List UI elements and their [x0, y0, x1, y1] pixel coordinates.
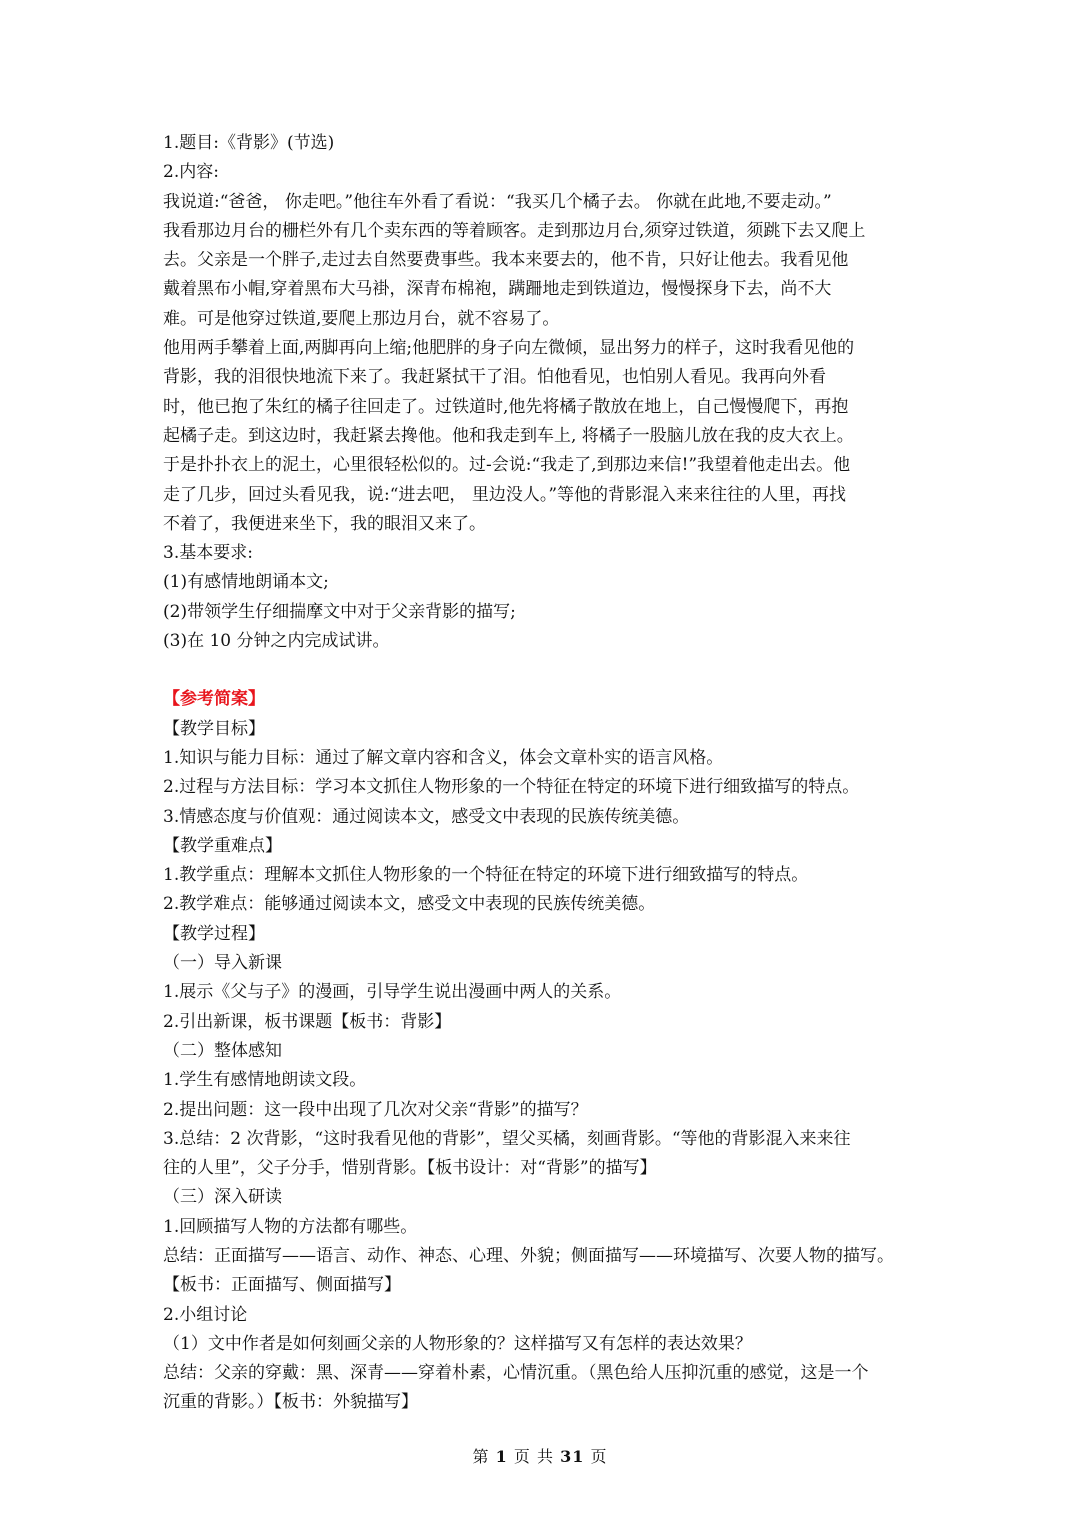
plan-line: 总结：正面描写——语言、动作、神态、心理、外貌；侧面描写——环境描写、次要人物的描写。: [163, 1245, 894, 1266]
plan-line: 沉重的背影。）【板书：外貌描写】: [163, 1392, 418, 1413]
passage-line: 他用两手攀着上面,两脚再向上缩;他肥胖的身子向左微倾，显出努力的样子，这时我看见他的: [163, 338, 855, 359]
section-spacer: [163, 656, 925, 685]
requirement-item: (3)在 10 分钟之内完成试讲。: [163, 631, 390, 652]
requirement-item: (1)有感情地朗诵本文;: [163, 572, 329, 593]
reference-plan-heading: 【参考简案】: [163, 689, 265, 710]
requirement-item: (2)带领学生仔细揣摩文中对于父亲背影的描写;: [163, 601, 516, 622]
plan-line: 【板书：正面描写、侧面描写】: [163, 1275, 401, 1296]
plan-line: 【教学重难点】: [163, 835, 282, 856]
plan-line: 1.知识与能力目标：通过了解文章内容和含义，体会文章朴实的语言风格。: [163, 747, 724, 768]
requirements-label: 3.基本要求:: [163, 543, 253, 564]
plan-line: 1.展示《父与子》的漫画，引导学生说出漫画中两人的关系。: [163, 982, 622, 1003]
plan-line: 1.回顾描写人物的方法都有哪些。: [163, 1216, 418, 1237]
current-page-number: 1: [495, 1447, 508, 1466]
passage-line: 难。可是他穿过铁道,要爬上那边月台，就不容易了。: [163, 308, 560, 329]
plan-line: 总结：父亲的穿戴：黑、深青——穿着朴素，心情沉重。（黑色给人压抑沉重的感觉，这是一个: [163, 1363, 869, 1384]
footer-prefix: 第: [472, 1447, 490, 1466]
passage-line: 于是扑扑衣上的泥土，心里很轻松似的。过-会说:“我走了,到那边来信!”我望着他走出去。他: [163, 455, 851, 476]
passage-line: 时，他已抱了朱红的橘子往回走了。过铁道时,他先将橘子散放在地上，自己慢慢爬下，再抱: [163, 396, 849, 417]
topic-line: 1.题目:《背影》(节选): [163, 133, 335, 153]
passage-line: 我看那边月台的栅栏外有几个卖东西的等着顾客。走到那边月台,须穿过铁道，须跳下去又爬上: [163, 220, 866, 241]
plan-body: [163, 715, 925, 1418]
plan-line: 2.小组讨论: [163, 1304, 248, 1325]
plan-line: （二）整体感知: [163, 1040, 282, 1061]
passage-line: 我说道:“爸爸， 你走吧。”他往车外看了看说：“我买几个橘子去。 你就在此地,不要走动。”: [163, 191, 832, 212]
plan-line: （一）导入新课: [163, 953, 282, 974]
plan-line: 2.过程与方法目标：学习本文抓住人物形象的一个特征在特定的环境下进行细致描写的特点。: [163, 777, 860, 798]
plan-line: 3.总结：2 次背影，“这时我看见他的背影”，望父买橘，刻画背影。“等他的背影混入来来往: [163, 1128, 851, 1149]
plan-line: 1.教学重点：理解本文抓住人物形象的一个特征在特定的环境下进行细致描写的特点。: [163, 865, 809, 886]
plan-line: 往的人里”，父子分手，惜别背影。【板书设计：对“背影”的描写】: [163, 1158, 657, 1179]
footer-middle: 页 共: [513, 1447, 554, 1466]
plan-line: 1.学生有感情地朗读文段。: [163, 1070, 367, 1091]
plan-line: 【教学过程】: [163, 923, 265, 944]
plan-line: （1）文中作者是如何刻画父亲的人物形象的？这样描写又有怎样的表达效果？: [163, 1333, 752, 1354]
passage-line: 戴着黑布小帽,穿着黑布大马褂，深青布棉袍，蹒跚地走到铁道边，慢慢探身下去，尚不大: [163, 279, 832, 300]
passage: [163, 188, 925, 540]
passage-line: 起橘子走。到这边时，我赶紧去搀他。他和我走到车上, 将橘子一股脑儿放在我的皮大衣上。: [163, 425, 854, 446]
footer-suffix: 页: [590, 1447, 608, 1466]
total-pages-number: 31: [560, 1447, 585, 1466]
passage-line: 走了几步，回过头看见我，说:“进去吧， 里边没人。”等他的背影混入来来往往的人里，再找: [163, 484, 847, 505]
plan-line: 【教学目标】: [163, 718, 265, 739]
passage-line: 不着了，我便进来坐下，我的眼泪又来了。: [163, 513, 486, 534]
plan-line: 2.提出问题：这一段中出现了几次对父亲“背影”的描写？: [163, 1099, 588, 1120]
plan-line: （三）深入研读: [163, 1187, 282, 1208]
content-label: 2.内容:: [163, 162, 219, 183]
page-footer: [0, 1444, 1080, 1467]
plan-line: 2.引出新课，板书课题【板书：背影】: [163, 1011, 452, 1032]
page-body: [163, 129, 925, 1418]
plan-line: 2.教学难点：能够通过阅读本文，感受文中表现的民族传统美德。: [163, 894, 656, 915]
passage-line: 去。父亲是一个胖子,走过去自然要费事些。我本来要去的，他不肯，只好让他去。我看见他: [163, 250, 849, 271]
plan-line: 3.情感态度与价值观：通过阅读本文，感受文中表现的民族传统美德。: [163, 806, 690, 827]
passage-line: 背影，我的泪很快地流下来了。我赶紧拭干了泪。怕他看见，也怕别人看见。我再向外看: [163, 367, 826, 388]
